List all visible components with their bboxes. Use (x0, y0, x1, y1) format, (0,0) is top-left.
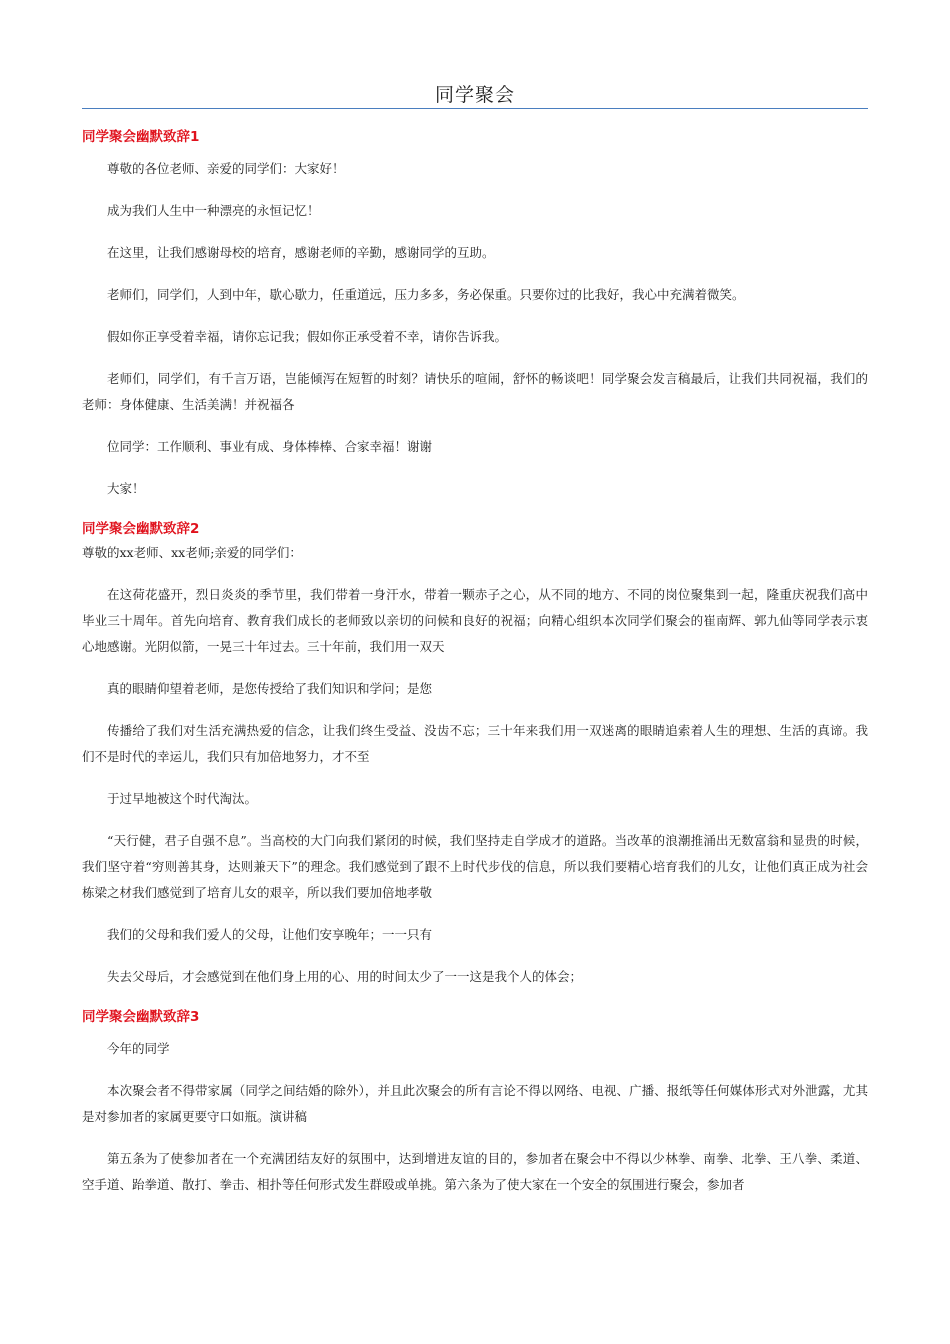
paragraph: 于过早地被这个时代淘汰。 (107, 791, 258, 806)
paragraph: 真的眼睛仰望着老师，是您传授给了我们知识和学问；是您 (107, 681, 433, 696)
section-3 (82, 1006, 868, 1198)
title-underline (82, 108, 868, 109)
document-body (82, 126, 868, 1198)
section-1 (82, 126, 868, 502)
paragraph: 传播给了我们对生活充满热爱的信念，让我们终生受益、没齿不忘；三十年来我们用一双迷离的眼睛追索着人生的理想、生活的真谛。我们不是时代的幸运儿，我们只有加倍地努力，才不至 (82, 723, 868, 764)
section-2 (82, 518, 868, 990)
paragraph: 尊敬的各位老师、亲爱的同学们：大家好！ (107, 161, 345, 176)
paragraph: 假如你正享受着幸福，请你忘记我；假如你正承受着不幸，请你告诉我。 (107, 329, 508, 344)
section-heading: 同学聚会幽默致辞2 (82, 521, 200, 537)
paragraph: 在这荷花盛开，烈日炎炎的季节里，我们带着一身汗水，带着一颗赤子之心，从不同的地方、不同的岗位聚集到一起，隆重庆祝我们高中毕业三十周年。首先向培育、教育我们成长的老师致以亲切的问候和良好的祝福；向精心组织本次同学们聚会的崔南辉、郭九仙等同学表示衷心地感谢。光阴似箭，一晃三十年过去。三十年前，我们用一双天 (82, 587, 868, 654)
paragraph: 第五条为了使参加者在一个充满团结友好的氛围中，达到增进友谊的目的，参加者在聚会中不得以少林拳、南拳、北拳、王八拳、柔道、空手道、跆拳道、散打、拳击、相扑等任何形式发生群殴或单挑。第六条为了使大家在一个安全的氛围进行聚会，参加者 (82, 1151, 868, 1192)
paragraph: 成为我们人生中一种漂亮的永恒记忆！ (107, 203, 320, 218)
section-heading: 同学聚会幽默致辞3 (82, 1009, 200, 1025)
paragraph: “天行健，君子自强不息”。当高校的大门向我们紧闭的时候，我们坚持走自学成才的道路。当改革的浪潮推涌出无数富翁和显贵的时候，我们坚守着“穷则善其身，达则兼天下”的理念。我们感觉到了跟不上时代步伐的信息，所以我们要精心培育我们的儿女，让他们真正成为社会栋梁之材我们感觉到了培育儿女的艰辛，所以我们要加倍地孝敬 (82, 833, 868, 900)
paragraph: 在这里，让我们感谢母校的培育，感谢老师的辛勤，感谢同学的互助。 (107, 245, 495, 260)
paragraph: 老师们，同学们，有千言万语，岂能倾泻在短暂的时刻？请快乐的喧闹，舒怀的畅谈吧！同学聚会发言稿最后，让我们共同祝福，我们的老师：身体健康、生活美满！并祝福各 (82, 371, 868, 412)
paragraph: 我们的父母和我们爱人的父母，让他们安享晚年；一一只有 (107, 927, 433, 942)
salutation: 尊敬的xx老师、xx老师;亲爱的同学们： (82, 545, 302, 560)
paragraph: 大家！ (107, 481, 145, 496)
paragraph: 位同学：工作顺利、事业有成、身体棒棒、合家幸福！谢谢 (107, 439, 433, 454)
section-heading: 同学聚会幽默致辞1 (82, 129, 200, 145)
paragraph: 失去父母后，才会感觉到在他们身上用的心、用的时间太少了一一这是我个人的体会； (107, 969, 583, 984)
paragraph: 今年的同学 (107, 1041, 170, 1056)
paragraph: 老师们，同学们，人到中年，歇心歇力，任重道远，压力多多，务必保重。只要你过的比我好，我心中充满着微笑。 (107, 287, 745, 302)
paragraph: 本次聚会者不得带家属（同学之间结婚的除外），并且此次聚会的所有言论不得以网络、电视、广播、报纸等任何媒体形式对外泄露，尤其是对参加者的家属更要守口如瓶。演讲稿 (82, 1083, 868, 1124)
document-title: 同学聚会 (434, 84, 515, 106)
